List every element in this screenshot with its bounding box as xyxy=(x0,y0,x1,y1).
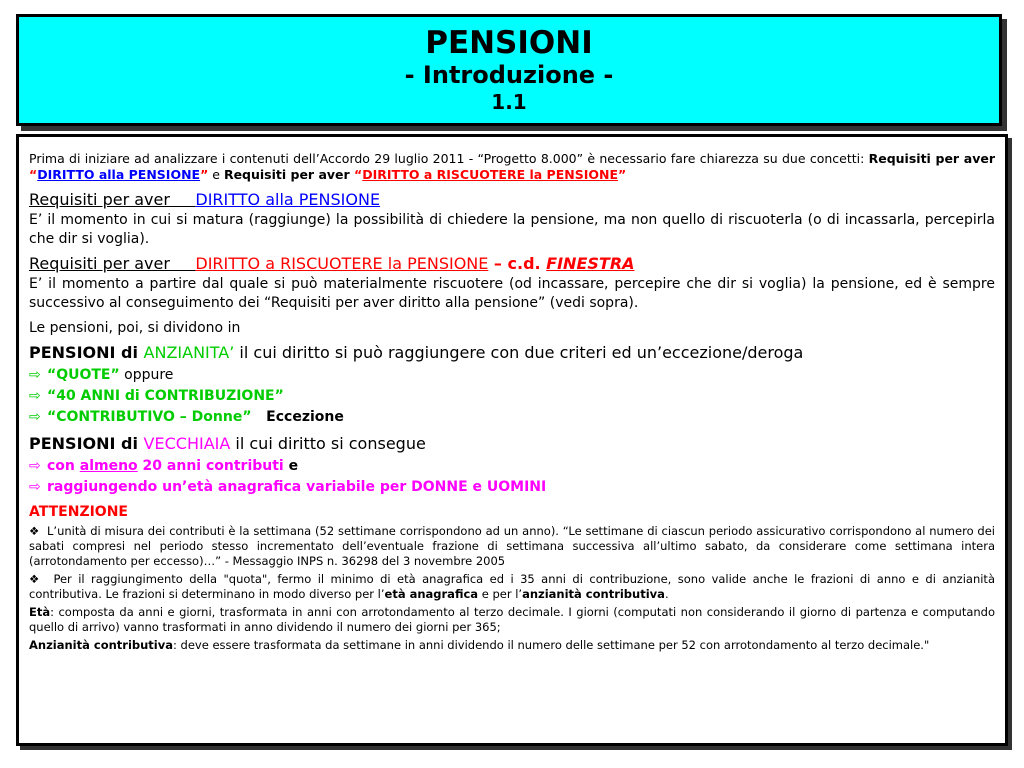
intro-req2-close-quote: ” xyxy=(617,167,627,182)
vecchiaia-term: VECCHIAIA xyxy=(143,434,231,453)
section1-body: E’ il momento in cui si matura (raggiunge) la possibilità di chiedere la pensione, ma non quello di riscuoterla (o di incassarla, percepirla che dir si voglia). xyxy=(29,212,995,247)
diamond-bullet-icon: ❖ xyxy=(29,572,40,586)
section2-body: E’ il momento a partire dal quale si può materialmente riscuotere (od incassare, percepire che dir si voglia) la pensione, ed è sempre successivo al conseguimento dei “Requisiti per aver diritto alla pensione” (vedi sopra). xyxy=(29,276,995,311)
attenzione-note-2-a: Per il raggiungimento della "quota", fermo il minimo di età anagrafica ed i 35 anni di contribuzione, sono valide anche le frazioni di anno e di anzianità contributiva. Le frazioni si determinano in modo diverso per l’ xyxy=(29,572,995,601)
vecchiaia-lead: PENSIONI di xyxy=(29,434,144,453)
anzianita-item-label: “CONTRIBUTIVO – Donne” xyxy=(47,409,252,425)
intro-req1-open-quote: “ xyxy=(29,167,38,182)
list-item xyxy=(29,387,995,406)
diamond-bullet-icon: ❖ xyxy=(29,524,40,538)
attenzione-title: ATTENZIONE xyxy=(29,504,128,520)
intro-req1-lead: Requisiti per aver xyxy=(868,151,995,166)
attenzione-note-2-d: anzianità contributiva xyxy=(522,587,665,601)
list-item xyxy=(29,478,995,497)
section1-heading-term: DIRITTO alla PENSIONE xyxy=(195,190,381,209)
eta-text: : composta da anni e giorni, trasformata in anni con arrotondamento al terzo decimale. I giorni (computati non considerando il giorno di partenza e computando quello di arrivo) vanno trasformati in anno dividendo il numero dei giorni per 365; xyxy=(29,605,995,634)
arrow-right-icon: ⇨ xyxy=(29,458,41,474)
vecchiaia-item1-c: 20 anni contributi xyxy=(137,458,284,474)
intro-req2-term: DIRITTO a RISCUOTERE la PENSIONE xyxy=(362,167,618,182)
anz-label: Anzianità contributiva xyxy=(29,638,174,652)
vecchiaia-item1-a: con xyxy=(47,458,80,474)
intro-req2-open-quote: “ xyxy=(354,167,363,182)
vecchiaia-heading xyxy=(29,433,995,455)
anzianita-lead: PENSIONI di xyxy=(29,343,144,362)
section1-heading-lead: Requisiti per aver xyxy=(29,190,170,209)
title-banner xyxy=(16,14,1002,126)
attenzione-note-2-b: età anagrafica xyxy=(384,587,479,601)
attenzione-note-2 xyxy=(29,572,995,602)
arrow-right-icon: ⇨ xyxy=(29,479,41,495)
anzianita-item-label: “QUOTE” xyxy=(47,367,120,383)
arrow-right-icon: ⇨ xyxy=(29,388,41,404)
section2-heading xyxy=(29,253,995,275)
list-item xyxy=(29,366,995,385)
content-panel xyxy=(16,134,1008,746)
anz-text: : deve essere trasformata da settimane in anni dividendo il numero delle settimane per 52 con arrotondamento al terzo decimale." xyxy=(173,638,930,652)
intro-req2-lead: Requisiti per aver xyxy=(223,167,355,182)
vecchiaia-item1-d: e xyxy=(283,458,299,474)
intro-req1-term: DIRITTO alla PENSIONE xyxy=(37,167,201,182)
section2-heading-term: DIRITTO a RISCUOTERE la PENSIONE xyxy=(195,254,489,273)
vecchiaia-item1-b: almeno xyxy=(79,458,138,474)
section1-heading xyxy=(29,189,995,211)
page-title: PENSIONI xyxy=(425,25,593,61)
intro-connector: e xyxy=(208,167,224,182)
division-text: Le pensioni, poi, si dividono in xyxy=(29,320,241,336)
intro-req1-close-quote: ” xyxy=(200,167,209,182)
eta-definition xyxy=(29,605,995,635)
section2-heading-tag: FINESTRA xyxy=(546,254,635,273)
attenzione-note-2-c: e per l’ xyxy=(478,587,523,601)
section1-heading-spacer xyxy=(170,190,195,209)
vecchiaia-rest: il cui diritto si consegue xyxy=(230,434,426,453)
attenzione-note-1-text: L’unità di misura dei contributi è la settimana (52 settimane corrispondono ad un anno). “Le settimane di ciascun periodo assicurativo corrispondono al numero dei sabati compresi nel periodo stesso incrementato dell’eventuale frazione di settimana successiva all’ultimo sabato, da considerare come settimana intera (arrotondamento per eccesso)…” - Messaggio INPS n. 36298 del 3 novembre 2005 xyxy=(29,524,995,568)
eta-label: Età xyxy=(29,605,51,619)
section2-heading-mid: – c.d. xyxy=(488,254,547,273)
section2-heading-spacer xyxy=(170,254,195,273)
attenzione-note-2-e: . xyxy=(664,587,669,601)
anzianita-item-label: “40 ANNI di CONTRIBUZIONE” xyxy=(47,388,284,404)
anzianita-rest: il cui diritto si può raggiungere con due criteri ed un’eccezione/deroga xyxy=(234,343,804,362)
intro-paragraph xyxy=(29,151,995,183)
arrow-right-icon: ⇨ xyxy=(29,409,41,425)
anzianita-heading xyxy=(29,342,995,364)
list-item xyxy=(29,457,995,476)
anzianita-term: ANZIANITA’ xyxy=(143,343,235,362)
list-item xyxy=(29,408,995,427)
section2-heading-lead: Requisiti per aver xyxy=(29,254,170,273)
arrow-right-icon: ⇨ xyxy=(29,367,41,383)
anzianita-item-suffix: Eccezione xyxy=(251,409,344,425)
vecchiaia-item2: raggiungendo un’età anagrafica variabile per DONNE e UOMINI xyxy=(47,479,547,495)
anzianita-definition xyxy=(29,638,995,653)
attenzione-note-1 xyxy=(29,524,995,569)
anzianita-item-suffix: oppure xyxy=(119,367,174,383)
page-number: 1.1 xyxy=(491,90,527,114)
intro-text: Prima di iniziare ad analizzare i contenuti dell’Accordo 29 luglio 2011 - “Progetto 8.000” è necessario fare chiarezza su due concetti: xyxy=(29,151,865,166)
page-subtitle: - Introduzione - xyxy=(404,61,614,89)
